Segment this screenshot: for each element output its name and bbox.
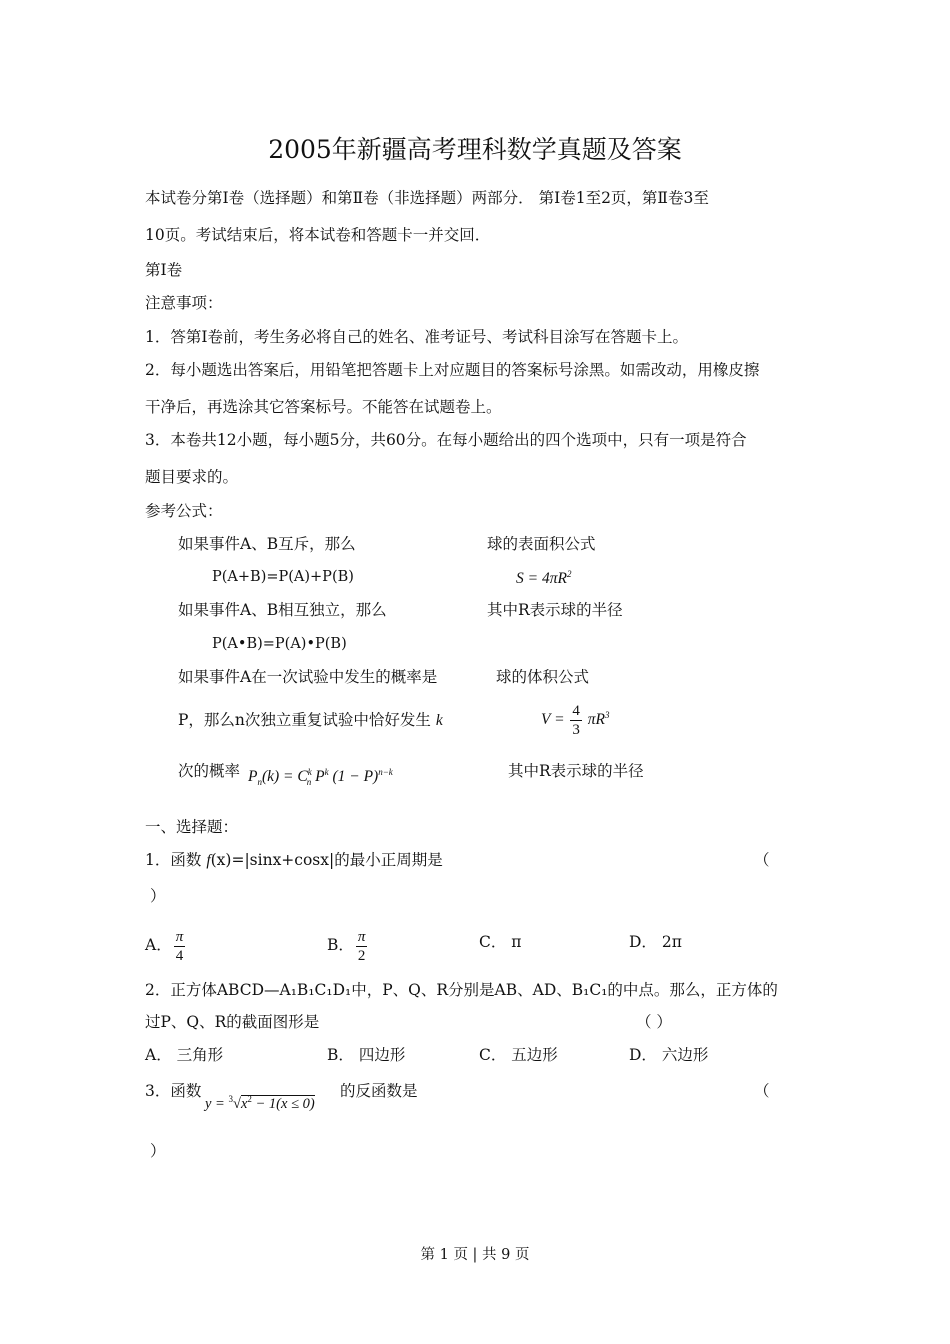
page-title: 2005年新疆高考理科数学真题及答案 <box>268 135 682 164</box>
q2-paren: （ ） <box>636 1013 672 1031</box>
notice-item-1: 1．答第Ⅰ卷前，考生务必将自己的姓名、准考证号、考试科目涂写在答题卡上。 <box>145 328 688 346</box>
notice-item-3a: 3．本卷共12小题，每小题5分，共60分。在每小题给出的四个选项中，只有一项是符合 <box>145 431 747 449</box>
prob-line-a: 如果事件A在一次试验中发生的概率是 <box>178 668 438 686</box>
sphere-area-formula: $S = 4\pi R^2$ <box>516 568 572 587</box>
q1-paren-left: （ <box>754 851 770 869</box>
page-footer: 第 1 页 | 共 9 页 <box>420 1247 530 1263</box>
radius-note-2: 其中R表示球的半径 <box>508 762 644 780</box>
q3-formula: $y = ^3√x^2 - 1(x \le 0)$ <box>205 1094 315 1112</box>
q3-stem-a: 3．函数 <box>145 1082 202 1100</box>
q2-option-a: A． 三角形 <box>145 1046 224 1064</box>
notice-item-2a: 2．每小题选出答案后，用铅笔把答题卡上对应题目的答案标号涂黑。如需改动，用橡皮擦 <box>145 361 760 379</box>
q2-stem-line-1: 2．正方体ABCD—A₁B₁C₁D₁中，P、Q、R分别是AB、AD、B₁C₁的中点。那么，正方体的 <box>145 981 778 999</box>
q3-stem-b: 的反函数是 <box>340 1082 418 1100</box>
prob-line-b: P，那么n次独立重复试验中恰好发生 k <box>178 711 443 729</box>
notice-item-2b: 干净后，再选涂其它答案标号。不能答在试题卷上。 <box>145 398 502 416</box>
q3-paren-left: （ <box>754 1082 770 1100</box>
q1-stem: 1．函数 f(x)=|sinx+cosx|的最小正周期是 <box>145 851 443 869</box>
radius-note-1: 其中R表示球的半径 <box>487 601 623 619</box>
q1-option-c: C． π <box>479 933 522 951</box>
q2-option-d: D． 六边形 <box>629 1046 709 1064</box>
sphere-volume-formula: V = $\frac{4}{3}$ $\pi R^3$ <box>541 702 610 738</box>
intro-line-1: 本试卷分第Ⅰ卷（选择题）和第Ⅱ卷（非选择题）两部分． 第Ⅰ卷1至2页，第Ⅱ卷3至 <box>145 189 709 207</box>
binomial-formula: $P_n(k) = C^k_n$ $P^k$ $(1 - P)^{n-k}$ <box>248 766 393 787</box>
q1-option-d: D． 2π <box>629 933 682 951</box>
formula-title: 参考公式： <box>145 502 223 520</box>
part-1-heading: 一、选择题： <box>145 818 239 836</box>
q1-option-a: A． $\frac{\pi}{4}$ <box>145 928 184 964</box>
formula-mutex-eq: P(A+B)=P(A)+P(B) <box>212 569 354 585</box>
q1-paren-right: ） <box>150 887 166 905</box>
formula-indep-eq: P(A•B)=P(A)•P(B) <box>212 636 347 652</box>
prob-line-c: 次的概率 <box>178 762 241 780</box>
notice-title: 注意事项： <box>145 294 223 312</box>
formula-mutex: 如果事件A、B互斥，那么 <box>178 535 356 553</box>
q2-option-b: B． 四边形 <box>327 1046 406 1064</box>
notice-item-3b: 题目要求的。 <box>145 468 239 486</box>
q1-option-b: B． $\frac{\pi}{2}$ <box>327 928 366 964</box>
q3-paren-right: ） <box>150 1142 166 1160</box>
section-title: 第Ⅰ卷 <box>145 261 183 279</box>
sphere-area-title: 球的表面积公式 <box>487 535 596 553</box>
q2-stem-line-2: 过P、Q、R的截面图形是 <box>145 1013 320 1031</box>
sphere-volume-title: 球的体积公式 <box>496 668 590 686</box>
intro-line-2: 10页。考试结束后，将本试卷和答题卡一并交回． <box>145 226 491 244</box>
q2-option-c: C． 五边形 <box>479 1046 558 1064</box>
formula-indep: 如果事件A、B相互独立，那么 <box>178 601 387 619</box>
